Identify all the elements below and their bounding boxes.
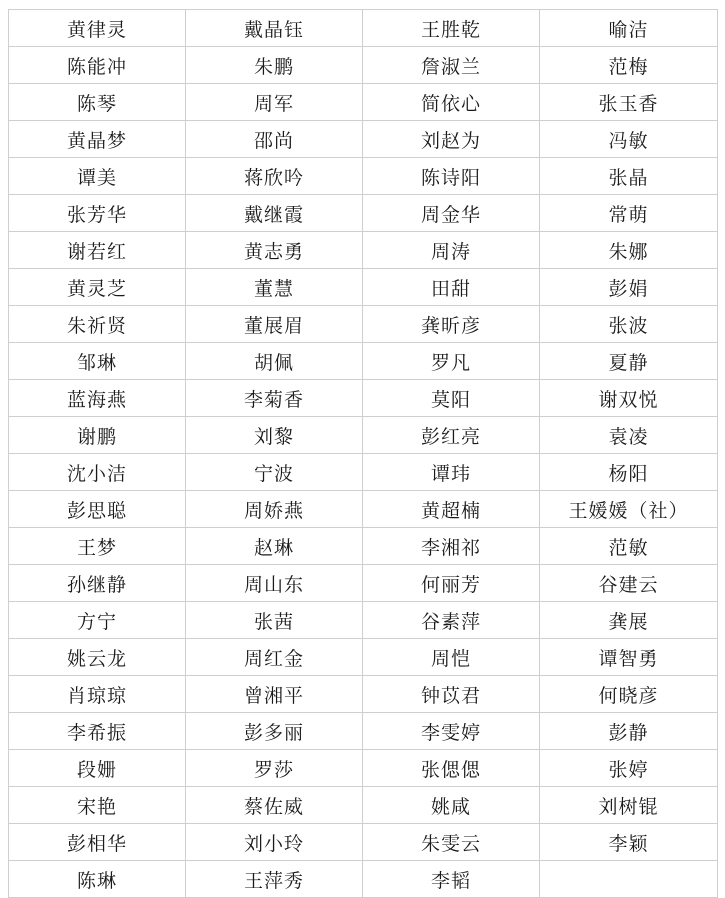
- name-cell: 谢鹏: [9, 417, 186, 454]
- name-cell: 宋艳: [9, 787, 186, 824]
- name-cell: 胡佩: [186, 343, 363, 380]
- name-cell: 张波: [540, 306, 718, 343]
- name-cell: 周娇燕: [186, 491, 363, 528]
- name-cell: 周山东: [186, 565, 363, 602]
- name-cell: 莫阳: [363, 380, 540, 417]
- name-cell: 姚云龙: [9, 639, 186, 676]
- table-row: [9, 343, 718, 380]
- name-cell: 戴继霞: [186, 195, 363, 232]
- name-cell: 周军: [186, 84, 363, 121]
- name-cell: 罗凡: [363, 343, 540, 380]
- name-cell: 何丽芳: [363, 565, 540, 602]
- name-cell: 彭娟: [540, 269, 718, 306]
- name-cell: 刘赵为: [363, 121, 540, 158]
- table-row: [9, 713, 718, 750]
- name-cell: 蓝海燕: [9, 380, 186, 417]
- name-cell: 龚昕彦: [363, 306, 540, 343]
- name-cell: 周涛: [363, 232, 540, 269]
- name-cell: 董慧: [186, 269, 363, 306]
- name-cell: 黄灵芝: [9, 269, 186, 306]
- name-cell: 何晓彦: [540, 676, 718, 713]
- name-cell: 李韬: [363, 861, 540, 898]
- name-cell: 戴晶钰: [186, 10, 363, 47]
- name-cell: 邵尚: [186, 121, 363, 158]
- name-cell: 龚展: [540, 602, 718, 639]
- table-row: [9, 528, 718, 565]
- name-cell: 田甜: [363, 269, 540, 306]
- name-cell: 周红金: [186, 639, 363, 676]
- name-cell: 李菊香: [186, 380, 363, 417]
- name-cell: 孙继静: [9, 565, 186, 602]
- name-cell: 张婷: [540, 750, 718, 787]
- name-cell: 陈诗阳: [363, 158, 540, 195]
- name-cell: 彭红亮: [363, 417, 540, 454]
- table-row: [9, 491, 718, 528]
- table-row: [9, 121, 718, 158]
- name-cell: 彭思聪: [9, 491, 186, 528]
- name-cell: 姚咸: [363, 787, 540, 824]
- name-cell: 王媛媛（社）: [540, 491, 718, 528]
- name-cell: 朱祈贤: [9, 306, 186, 343]
- name-cell: 张茜: [186, 602, 363, 639]
- name-cell: 黄律灵: [9, 10, 186, 47]
- name-cell: 宁波: [186, 454, 363, 491]
- name-cell: 曾湘平: [186, 676, 363, 713]
- table-row: [9, 417, 718, 454]
- table-row: [9, 639, 718, 676]
- name-cell: 张玉香: [540, 84, 718, 121]
- name-cell: 蔡佐威: [186, 787, 363, 824]
- name-cell: 詹淑兰: [363, 47, 540, 84]
- table-row: [9, 861, 718, 898]
- table-row: [9, 10, 718, 47]
- name-cell: 范梅: [540, 47, 718, 84]
- name-cell: 王萍秀: [186, 861, 363, 898]
- table-row: [9, 232, 718, 269]
- name-cell: 沈小洁: [9, 454, 186, 491]
- name-cell: 彭多丽: [186, 713, 363, 750]
- name-cell: 谭美: [9, 158, 186, 195]
- name-cell: 喻洁: [540, 10, 718, 47]
- table-row: [9, 195, 718, 232]
- name-cell: 谢若红: [9, 232, 186, 269]
- table-row: [9, 750, 718, 787]
- name-cell: 张晶: [540, 158, 718, 195]
- name-cell: 王胜乾: [363, 10, 540, 47]
- name-cell: 黄晶梦: [9, 121, 186, 158]
- name-cell: 陈琳: [9, 861, 186, 898]
- name-cell: 王梦: [9, 528, 186, 565]
- table-row: [9, 602, 718, 639]
- name-cell: 谷建云: [540, 565, 718, 602]
- name-cell: 冯敏: [540, 121, 718, 158]
- name-cell: 常萌: [540, 195, 718, 232]
- name-cell: 朱鹏: [186, 47, 363, 84]
- table-row: [9, 676, 718, 713]
- table-row: [9, 306, 718, 343]
- names-table-body: [9, 10, 718, 898]
- name-cell: 简依心: [363, 84, 540, 121]
- name-cell: 邹琳: [9, 343, 186, 380]
- name-cell: 黄志勇: [186, 232, 363, 269]
- table-row: [9, 158, 718, 195]
- table-row: [9, 454, 718, 491]
- name-cell: 段姗: [9, 750, 186, 787]
- name-cell: 彭静: [540, 713, 718, 750]
- table-row: [9, 787, 718, 824]
- name-cell: [540, 861, 718, 898]
- name-cell: 刘树锟: [540, 787, 718, 824]
- name-cell: 夏静: [540, 343, 718, 380]
- name-cell: 谷素萍: [363, 602, 540, 639]
- table-row: [9, 47, 718, 84]
- name-cell: 肖琼琼: [9, 676, 186, 713]
- name-cell: 刘黎: [186, 417, 363, 454]
- name-cell: 蒋欣吟: [186, 158, 363, 195]
- table-row: [9, 84, 718, 121]
- name-cell: 钟苡君: [363, 676, 540, 713]
- name-cell: 黄超楠: [363, 491, 540, 528]
- name-cell: 朱雯云: [363, 824, 540, 861]
- name-cell: 张芳华: [9, 195, 186, 232]
- table-row: [9, 824, 718, 861]
- name-cell: 李希振: [9, 713, 186, 750]
- names-table: [8, 9, 718, 898]
- name-cell: 袁凌: [540, 417, 718, 454]
- name-cell: 陈琴: [9, 84, 186, 121]
- name-cell: 李雯婷: [363, 713, 540, 750]
- name-cell: 陈能冲: [9, 47, 186, 84]
- table-row: [9, 380, 718, 417]
- name-cell: 董展眉: [186, 306, 363, 343]
- name-cell: 刘小玲: [186, 824, 363, 861]
- name-cell: 罗莎: [186, 750, 363, 787]
- table-row: [9, 565, 718, 602]
- name-cell: 周金华: [363, 195, 540, 232]
- name-cell: 谭智勇: [540, 639, 718, 676]
- name-cell: 李湘祁: [363, 528, 540, 565]
- name-cell: 赵琳: [186, 528, 363, 565]
- name-cell: 李颖: [540, 824, 718, 861]
- name-cell: 谢双悦: [540, 380, 718, 417]
- name-cell: 彭相华: [9, 824, 186, 861]
- name-cell: 范敏: [540, 528, 718, 565]
- name-cell: 谭玮: [363, 454, 540, 491]
- name-cell: 杨阳: [540, 454, 718, 491]
- names-table-container: [8, 9, 717, 892]
- name-cell: 方宁: [9, 602, 186, 639]
- table-row: [9, 269, 718, 306]
- name-cell: 周恺: [363, 639, 540, 676]
- name-cell: 张偲偲: [363, 750, 540, 787]
- name-cell: 朱娜: [540, 232, 718, 269]
